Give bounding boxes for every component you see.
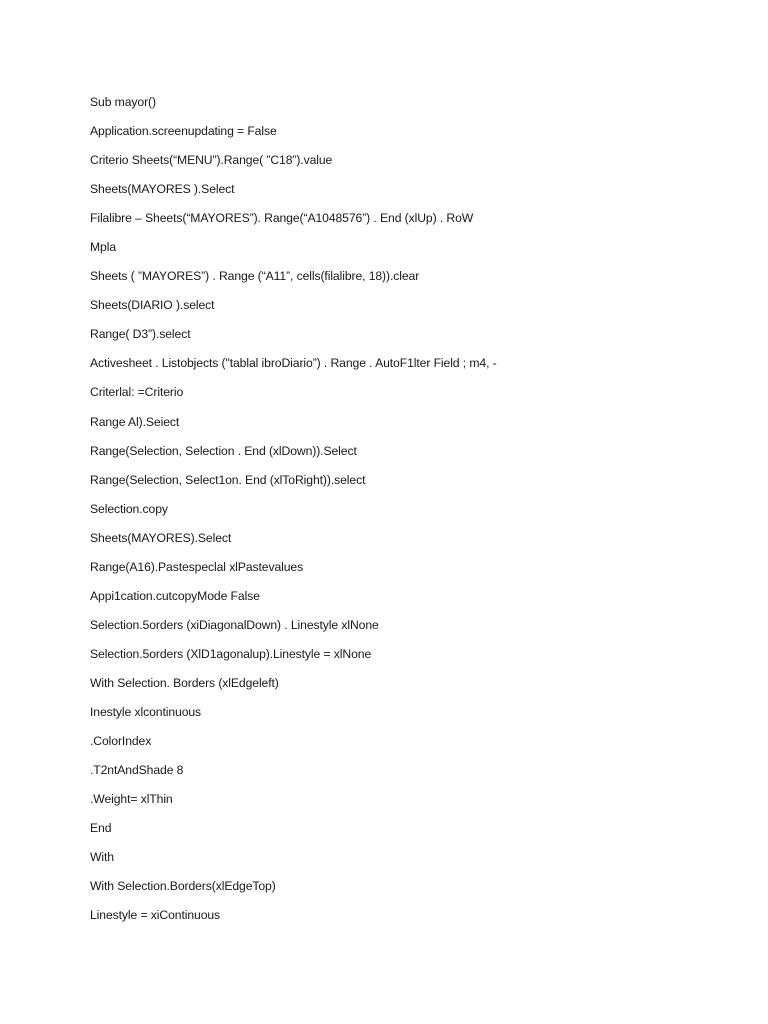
- code-line: Range(Selection, Select1on. End (xlToRight)).select: [90, 472, 366, 487]
- code-line: .Weight= xlThin: [90, 792, 173, 807]
- code-line: .T2ntAndShade 8: [90, 763, 184, 778]
- code-line: Filalibre – Sheets(“MAYORES”). Range(“A1048576”) . End (xlUp) . RoW: [90, 211, 474, 226]
- code-line: Sheets(MAYORES).Select: [90, 530, 232, 545]
- code-line: With Selection.Borders(xlEdgeTop): [90, 879, 276, 894]
- code-line: Inestyle xlcontinuous: [90, 704, 202, 719]
- code-line: End: [90, 821, 112, 836]
- code-line: Application.screenupdating = False: [90, 124, 277, 139]
- code-line: Sheets(MAYORES ).Select: [90, 182, 235, 197]
- code-line: With: [90, 850, 114, 865]
- code-line: Activesheet . Listobjects ("tablal ibroDiario”) . Range . AutoF1lter Field ; m4, -: [90, 356, 497, 371]
- code-line: Sub mayor(): [90, 95, 156, 109]
- code-line: Selection.5orders (XlD1agonalup).Linestyle = xlNone: [90, 646, 372, 661]
- code-line: Sheets ( ”MAYORES”) . Range (“A11”, cells(filalibre, 18)).clear: [90, 269, 420, 284]
- code-line: Sheets(DIARIO ).select: [90, 298, 215, 313]
- code-line: Range Al).Seiect: [90, 414, 180, 429]
- code-line: With Selection. Borders (xlEdgeleft): [90, 675, 279, 690]
- code-line: Range( D3”).select: [90, 327, 191, 342]
- code-line: Selection.copy: [90, 501, 168, 516]
- code-line: Criterlal: =Criterio: [90, 385, 184, 400]
- code-line: Appi1cation.cutcopyMode False: [90, 588, 260, 603]
- code-line: Criterio Sheets(“MENU”).Range( ”C18”).value: [90, 153, 333, 168]
- code-line: Selection.5orders (xiDiagonalDown) . Linestyle xlNone: [90, 617, 379, 632]
- code-line: Linestyle = xiContinuous: [90, 908, 221, 923]
- code-line: .ColorIndex: [90, 734, 152, 749]
- code-line: Range(A16).Pastespeclal xlPastevalues: [90, 559, 304, 574]
- code-line: Mpla: [90, 240, 117, 255]
- code-text-block: [90, 93, 730, 935]
- code-line: Range(Selection, Selection . End (xlDown)).Select: [90, 443, 357, 458]
